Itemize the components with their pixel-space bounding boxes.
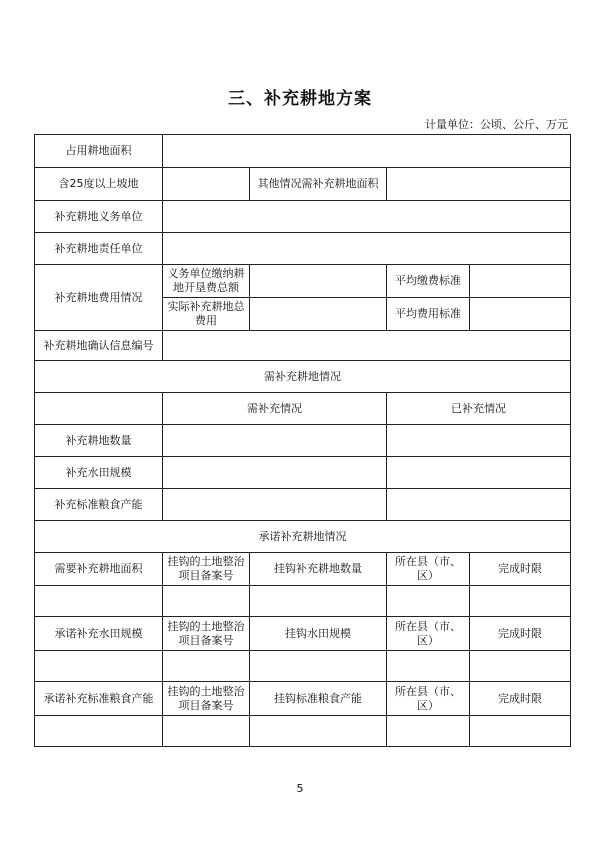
- value-actual-cost[interactable]: [250, 298, 387, 331]
- label-deadline-1: 完成时限: [470, 553, 571, 586]
- row-promise-section: [35, 521, 571, 553]
- header-blank: [35, 393, 163, 425]
- cultivated-land-plan-table: [34, 134, 571, 747]
- page-title: 三、补充耕地方案: [228, 89, 372, 109]
- label-grain: 补充标准粮食产能: [35, 489, 163, 521]
- label-actual-cost: 实际补充耕地总费用: [163, 298, 250, 331]
- label-deadline-2: 完成时限: [470, 617, 571, 651]
- value-paddy-need[interactable]: [163, 457, 387, 489]
- label-project-no-3: 挂钩的土地整治项目备案号: [163, 682, 250, 716]
- label-paid-total: 义务单位缴纳耕地开垦费总额: [163, 265, 250, 298]
- value-responsible-unit[interactable]: [163, 233, 571, 265]
- value-avg-cost-std[interactable]: [470, 298, 571, 331]
- row-promise-header-3: [35, 682, 571, 716]
- label-paddy: 补充水田规模: [35, 457, 163, 489]
- value-hook-qty[interactable]: [250, 586, 387, 617]
- value-deadline-1[interactable]: [470, 586, 571, 617]
- value-paid-total[interactable]: [250, 265, 387, 298]
- value-promise-grain[interactable]: [35, 716, 163, 747]
- row-qty: [35, 425, 571, 457]
- header-done: 已补充情况: [387, 393, 571, 425]
- label-project-no-1: 挂钩的土地整治项目备案号: [163, 553, 250, 586]
- value-hook-paddy[interactable]: [250, 651, 387, 682]
- row-promise-header-1: [35, 553, 571, 586]
- value-deadline-3[interactable]: [470, 716, 571, 747]
- value-county-2[interactable]: [387, 651, 470, 682]
- row-need-section: [35, 361, 571, 393]
- value-county-3[interactable]: [387, 716, 470, 747]
- value-occupied-area[interactable]: [163, 135, 571, 168]
- value-slope25[interactable]: [163, 168, 250, 201]
- label-hook-grain: 挂钩标准粮食产能: [250, 682, 387, 716]
- value-hook-grain[interactable]: [250, 716, 387, 747]
- value-avg-pay-std[interactable]: [470, 265, 571, 298]
- header-need: 需补充情况: [163, 393, 387, 425]
- label-deadline-3: 完成时限: [470, 682, 571, 716]
- row-promise-data-3: [35, 716, 571, 747]
- value-obligation-unit[interactable]: [163, 201, 571, 233]
- value-paddy-done[interactable]: [387, 457, 571, 489]
- label-county-2: 所在县（市、区）: [387, 617, 470, 651]
- label-avg-cost-std: 平均费用标准: [387, 298, 470, 331]
- row-promise-header-2: [35, 617, 571, 651]
- label-county-1: 所在县（市、区）: [387, 553, 470, 586]
- label-need-area: 需要补充耕地面积: [35, 553, 163, 586]
- unit-note: 计量单位：公顷、公斤、万元: [425, 118, 568, 131]
- row-promise-data-1: [35, 586, 571, 617]
- value-grain-done[interactable]: [387, 489, 571, 521]
- label-promise-paddy: 承诺补充水田规模: [35, 617, 163, 651]
- row-responsible-unit: [35, 233, 571, 265]
- label-promise-grain: 承诺补充标准粮食产能: [35, 682, 163, 716]
- label-obligation-unit: 补充耕地义务单位: [35, 201, 163, 233]
- value-grain-need[interactable]: [163, 489, 387, 521]
- value-qty-need[interactable]: [163, 425, 387, 457]
- label-occupied-area: 占用耕地面积: [35, 135, 163, 168]
- row-grain: [35, 489, 571, 521]
- value-project-no-1[interactable]: [163, 586, 250, 617]
- row-occupied-area: [35, 135, 571, 168]
- value-confirm-no[interactable]: [163, 331, 571, 361]
- row-cost-paid: [35, 265, 571, 298]
- label-qty: 补充耕地数量: [35, 425, 163, 457]
- label-responsible-unit: 补充耕地责任单位: [35, 233, 163, 265]
- label-other-need: 其他情况需补充耕地面积: [250, 168, 387, 201]
- label-county-3: 所在县（市、区）: [387, 682, 470, 716]
- row-need-header: [35, 393, 571, 425]
- value-other-need[interactable]: [387, 168, 571, 201]
- label-project-no-2: 挂钩的土地整治项目备案号: [163, 617, 250, 651]
- row-confirm-no: [35, 331, 571, 361]
- section-promise: 承诺补充耕地情况: [35, 521, 571, 553]
- value-project-no-2[interactable]: [163, 651, 250, 682]
- label-hook-qty: 挂钩补充耕地数量: [250, 553, 387, 586]
- label-slope25: 含25度以上坡地: [35, 168, 163, 201]
- row-slope: [35, 168, 571, 201]
- label-confirm-no: 补充耕地确认信息编号: [35, 331, 163, 361]
- page-number: 5: [296, 782, 304, 795]
- value-qty-done[interactable]: [387, 425, 571, 457]
- value-promise-paddy[interactable]: [35, 651, 163, 682]
- label-cost-situation: 补充耕地费用情况: [35, 265, 163, 331]
- value-project-no-3[interactable]: [163, 716, 250, 747]
- value-county-1[interactable]: [387, 586, 470, 617]
- row-promise-data-2: [35, 651, 571, 682]
- value-deadline-2[interactable]: [470, 651, 571, 682]
- label-avg-pay-std: 平均缴费标准: [387, 265, 470, 298]
- value-need-area[interactable]: [35, 586, 163, 617]
- row-obligation-unit: [35, 201, 571, 233]
- row-paddy: [35, 457, 571, 489]
- label-hook-paddy: 挂钩水田规模: [250, 617, 387, 651]
- section-need: 需补充耕地情况: [35, 361, 571, 393]
